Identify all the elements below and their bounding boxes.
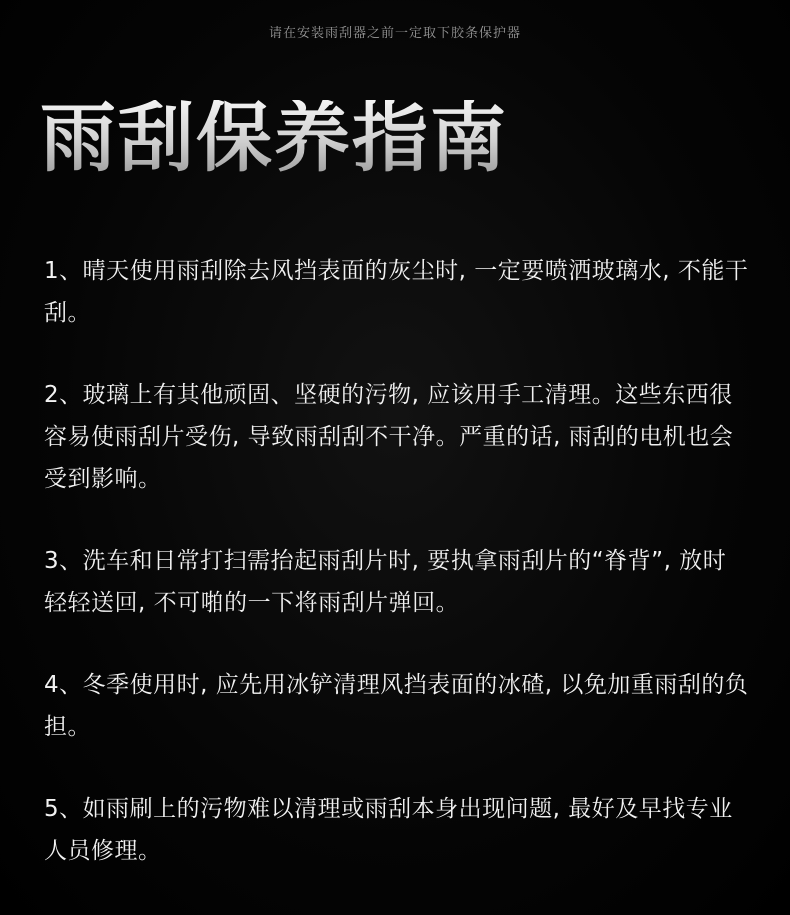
tip-item-5: 5、如雨刷上的污物难以清理或雨刮本身出现问题, 最好及早找专业人员修理。 (44, 796, 733, 864)
tip-item-3: 3、洗车和日常打扫需抬起雨刮片时, 要执拿雨刮片的“脊背”, 放时轻轻送回, 不可啪的一下将雨刮片弹回。 (44, 548, 727, 616)
page-title: 雨刮保养指南 (40, 93, 508, 182)
tip-item-2: 2、玻璃上有其他顽固、坚硬的污物, 应该用手工清理。这些东西很容易使雨刮片受伤, 导致雨刮刮不干净。严重的话, 雨刮的电机也会受到影响。 (44, 382, 734, 492)
install-notice: 请在安装雨刮器之前一定取下胶条保护器 (268, 26, 521, 41)
tip-item-4: 4、冬季使用时, 应先用冰铲清理风挡表面的冰碴, 以免加重雨刮的负担。 (44, 672, 749, 740)
tips-list (44, 250, 749, 872)
tip-item-1: 1、晴天使用雨刮除去风挡表面的灰尘时, 一定要喷洒玻璃水, 不能干刮。 (44, 258, 749, 326)
